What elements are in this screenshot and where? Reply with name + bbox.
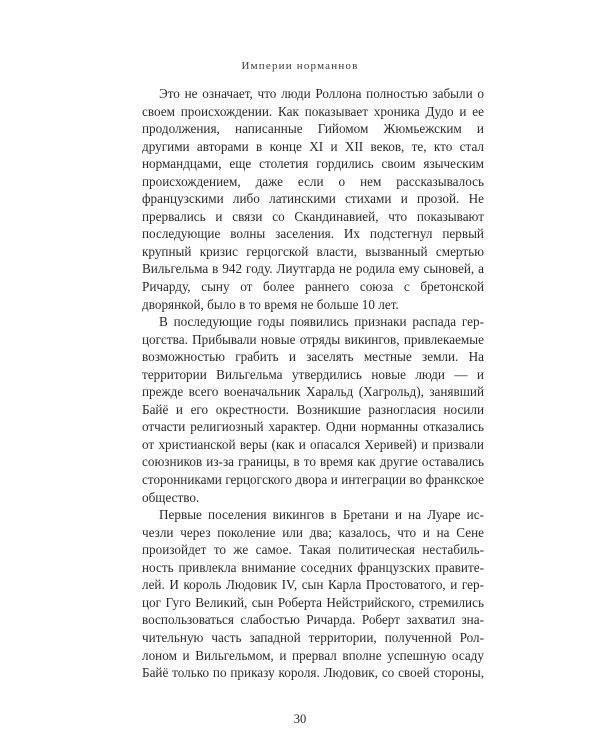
paragraph: Первые поселения викингов в Бретани и на Луаре исчезли через поколение или два; казалось, что и на Сене произойдет то же самое. Такая политическая нестабильность привлекла внимание соседних французских правителей. И король Людовик IV, сын Карла Простоватого, и герцог Гуго Великий, сын Роберта Нейстрийского, стремились воспользоваться слабостью Ричарда. Роберт захватил значительную часть западной территории, полученной Роллоном и Вильгельмом, и прервал вполне успешную осаду Байё только по приказу короля. Людовик, со своей стороны, [142, 507, 484, 681]
running-head: Империи норманнов [241, 60, 359, 72]
body-text [142, 85, 484, 682]
paragraph: В последующие годы появились признаки распада герцогства. Прибывали новые отряды викингов, привлекаемые возможностью грабить и заселять местные земли. На территории Вильгельма утвердились новые люди — и прежде всего военачальник Харальд (Хагрольд), занявший Байё и его окрестности. Возникшие разногласия носили отчасти религиозный характер. Одни норманны отказались от христианской веры (как и опасался Херивей) и призвали союзников из-за границы, в то время как другие оставались сторонниками герцогского двора и интеграции во франкское общество. [142, 314, 484, 505]
page-number: 30 [293, 712, 307, 726]
paragraph: Это не означает, что люди Роллона полностью забыли о своем происхождении. Как показывает хроника Дудо и ее продолжения, написанные Гийомом Жюмьежским и другими авторами в конце XI и XII веков, те, кто стал нормандцами, еще столетия гордились своим языческим происхождением, даже если о нем рассказывалось французскими либо латинскими стихами и прозой. Не прервались и связи со Скандинавией, что показывают последующие волны заселения. Их подстегнул первый крупный кризис герцогской власти, вызванный смертью Вильгельма в 942 году. Лиутгарда не родила ему сыновей, а Ричарду, сыну от более раннего союза с бретонской дворянкой, было в то время не больше 10 лет. [142, 86, 484, 312]
